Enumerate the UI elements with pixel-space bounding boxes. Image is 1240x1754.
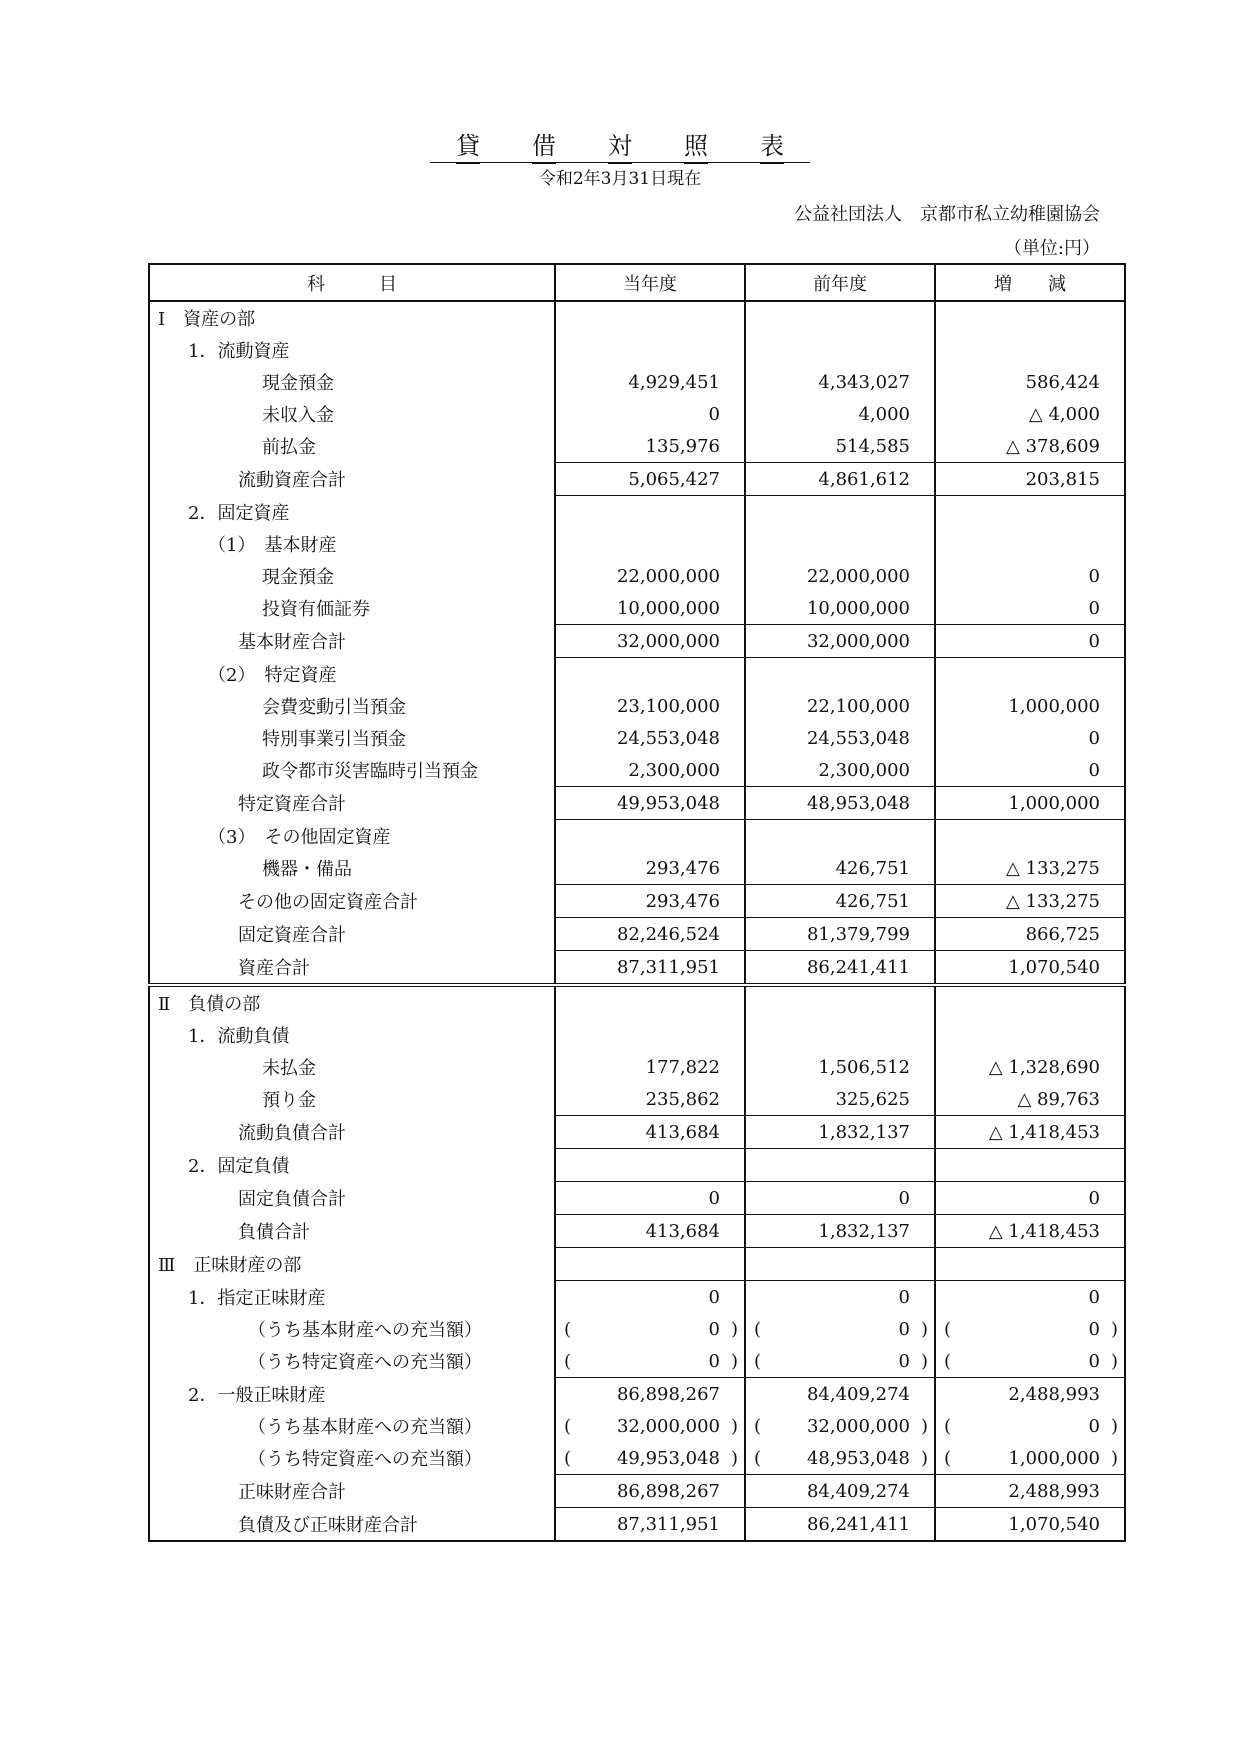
table-row [149, 398, 1125, 430]
value-diff [935, 528, 1125, 560]
value-cur [555, 1410, 745, 1442]
close-paren: ) [1110, 1448, 1118, 1469]
value-prev [745, 985, 935, 1019]
row-label: 資産合計 [149, 951, 555, 986]
value-diff: 0 [935, 592, 1125, 625]
open-paren: ( [564, 1416, 572, 1437]
value-diff [935, 1442, 1125, 1475]
value-prev: 24,553,048 [745, 722, 935, 754]
value-diff: 203,815 [935, 463, 1125, 496]
value-diff: 2,488,993 [935, 1378, 1125, 1411]
value-cur: 82,246,524 [555, 918, 745, 951]
value-diff: 0 [935, 1182, 1125, 1215]
value-text: 0 [1088, 1415, 1100, 1437]
value-diff [935, 1410, 1125, 1442]
header-item: 科 目 [149, 264, 555, 301]
value-diff [935, 820, 1125, 853]
close-paren: ) [920, 1448, 928, 1469]
row-label: 前払金 [149, 430, 555, 463]
value-cur [555, 528, 745, 560]
table-row [149, 496, 1125, 529]
value-text: 0 [708, 1350, 720, 1372]
value-cur: 0 [555, 1182, 745, 1215]
table-row [149, 463, 1125, 496]
table-row [149, 1378, 1125, 1411]
value-cur: 87,311,951 [555, 1508, 745, 1542]
value-text: 0 [1088, 1350, 1100, 1372]
value-prev: 84,409,274 [745, 1378, 935, 1411]
close-paren: ) [730, 1351, 738, 1372]
value-prev: 426,751 [745, 852, 935, 885]
value-cur [555, 1149, 745, 1182]
value-prev [745, 1345, 935, 1378]
value-cur: 5,065,427 [555, 463, 745, 496]
value-diff [935, 1248, 1125, 1281]
table-row [149, 690, 1125, 722]
row-label: 基本財産合計 [149, 625, 555, 658]
value-diff: 1,070,540 [935, 951, 1125, 986]
value-diff: △ 89,763 [935, 1083, 1125, 1116]
value-prev: 1,506,512 [745, 1051, 935, 1083]
value-text: 0 [898, 1350, 910, 1372]
value-diff: 0 [935, 625, 1125, 658]
value-prev [745, 1019, 935, 1051]
value-text: 32,000,000 [806, 1415, 910, 1437]
table-row [149, 1345, 1125, 1378]
row-label: 2．一般正味財産 [149, 1378, 555, 1411]
table-row [149, 430, 1125, 463]
value-prev [745, 658, 935, 691]
value-cur [555, 496, 745, 529]
value-cur: 86,898,267 [555, 1378, 745, 1411]
value-prev: 1,832,137 [745, 1116, 935, 1149]
value-diff [935, 985, 1125, 1019]
value-diff: 1,070,540 [935, 1508, 1125, 1542]
table-row [149, 918, 1125, 951]
value-prev: 2,300,000 [745, 754, 935, 787]
unit-label: （単位:円） [1003, 238, 1100, 259]
value-diff: 0 [935, 754, 1125, 787]
value-diff [935, 1313, 1125, 1345]
value-cur [555, 1248, 745, 1281]
table-row [149, 301, 1125, 334]
row-label: 現金預金 [149, 560, 555, 592]
value-prev: 325,625 [745, 1083, 935, 1116]
value-diff: △ 1,328,690 [935, 1051, 1125, 1083]
value-cur [555, 658, 745, 691]
row-label: 機器・備品 [149, 852, 555, 885]
table-row [149, 722, 1125, 754]
value-text: 1,000,000 [1008, 1447, 1100, 1469]
table-row [149, 1182, 1125, 1215]
value-prev: 4,000 [745, 398, 935, 430]
table-row [149, 560, 1125, 592]
close-paren: ) [920, 1416, 928, 1437]
close-paren: ) [1110, 1351, 1118, 1372]
table-row [149, 1313, 1125, 1345]
close-paren: ) [730, 1416, 738, 1437]
value-prev: 514,585 [745, 430, 935, 463]
value-prev [745, 1149, 935, 1182]
document-title [0, 126, 1240, 164]
value-cur: 10,000,000 [555, 592, 745, 625]
open-paren: ( [944, 1351, 952, 1372]
value-cur [555, 1019, 745, 1051]
value-diff [935, 301, 1125, 334]
value-prev: 1,832,137 [745, 1215, 935, 1248]
close-paren: ) [1110, 1416, 1118, 1437]
row-label: 会費変動引当預金 [149, 690, 555, 722]
open-paren: ( [564, 1319, 572, 1340]
value-text: 48,953,048 [806, 1447, 910, 1469]
open-paren: ( [754, 1448, 762, 1469]
table-row [149, 1475, 1125, 1508]
value-diff [935, 658, 1125, 691]
table-row [149, 366, 1125, 398]
value-diff [935, 1019, 1125, 1051]
value-cur [555, 985, 745, 1019]
organization-name: 公益社団法人 京都市私立幼稚園協会 [794, 204, 1100, 225]
value-diff [935, 1345, 1125, 1378]
table-row [149, 592, 1125, 625]
value-cur: 49,953,048 [555, 787, 745, 820]
close-paren: ) [920, 1351, 928, 1372]
value-prev: 0 [745, 1281, 935, 1314]
value-cur: 135,976 [555, 430, 745, 463]
value-diff: 1,000,000 [935, 787, 1125, 820]
value-cur [555, 820, 745, 853]
row-label: 2．固定資産 [149, 496, 555, 529]
row-label: 特別事業引当預金 [149, 722, 555, 754]
value-prev: 86,241,411 [745, 951, 935, 986]
row-label: その他の固定資産合計 [149, 885, 555, 918]
value-cur: 2,300,000 [555, 754, 745, 787]
value-diff: △ 133,275 [935, 852, 1125, 885]
close-paren: ) [730, 1319, 738, 1340]
value-diff: △ 1,418,453 [935, 1215, 1125, 1248]
table-row [149, 1410, 1125, 1442]
row-label: 正味財産合計 [149, 1475, 555, 1508]
value-cur: 0 [555, 398, 745, 430]
value-diff [935, 1149, 1125, 1182]
value-prev: 4,861,612 [745, 463, 935, 496]
value-prev [745, 334, 935, 366]
balance-sheet-table [148, 263, 1126, 1542]
open-paren: ( [944, 1319, 952, 1340]
value-prev: 32,000,000 [745, 625, 935, 658]
table-row [149, 1083, 1125, 1116]
value-cur [555, 334, 745, 366]
row-label: 現金預金 [149, 366, 555, 398]
value-cur: 87,311,951 [555, 951, 745, 986]
table-row [149, 1051, 1125, 1083]
row-label: 負債及び正味財産合計 [149, 1508, 555, 1542]
value-cur: 23,100,000 [555, 690, 745, 722]
value-prev [745, 301, 935, 334]
row-label: 1．流動資産 [149, 334, 555, 366]
value-cur: 86,898,267 [555, 1475, 745, 1508]
row-label: 流動資産合計 [149, 463, 555, 496]
value-prev: 4,343,027 [745, 366, 935, 398]
value-prev: 84,409,274 [745, 1475, 935, 1508]
row-label: Ⅲ 正味財産の部 [149, 1248, 555, 1281]
value-text: 0 [898, 1318, 910, 1340]
value-prev: 10,000,000 [745, 592, 935, 625]
close-paren: ) [920, 1319, 928, 1340]
value-diff [935, 334, 1125, 366]
row-label: 1．流動負債 [149, 1019, 555, 1051]
close-paren: ) [1110, 1319, 1118, 1340]
row-label: （3） その他固定資産 [149, 820, 555, 853]
value-cur: 4,929,451 [555, 366, 745, 398]
table-header-row [149, 264, 1125, 301]
open-paren: ( [944, 1416, 952, 1437]
value-diff: △ 378,609 [935, 430, 1125, 463]
row-label: （2） 特定資産 [149, 658, 555, 691]
value-prev [745, 820, 935, 853]
value-diff: 2,488,993 [935, 1475, 1125, 1508]
row-label: 預り金 [149, 1083, 555, 1116]
header-change: 増 減 [935, 264, 1125, 301]
open-paren: ( [944, 1448, 952, 1469]
open-paren: ( [754, 1416, 762, 1437]
value-cur [555, 301, 745, 334]
value-diff: 866,725 [935, 918, 1125, 951]
value-prev: 48,953,048 [745, 787, 935, 820]
value-text: 32,000,000 [616, 1415, 720, 1437]
row-label: 流動負債合計 [149, 1116, 555, 1149]
value-diff [935, 496, 1125, 529]
value-cur: 32,000,000 [555, 625, 745, 658]
title-char: 借 [532, 126, 556, 164]
header-previous: 前年度 [745, 264, 935, 301]
row-label: 2．固定負債 [149, 1149, 555, 1182]
close-paren: ) [730, 1448, 738, 1469]
row-label: 特定資産合計 [149, 787, 555, 820]
value-cur: 293,476 [555, 852, 745, 885]
value-text: 0 [708, 1318, 720, 1340]
table-row [149, 885, 1125, 918]
value-diff: △ 4,000 [935, 398, 1125, 430]
value-diff: △ 1,418,453 [935, 1116, 1125, 1149]
value-prev: 22,100,000 [745, 690, 935, 722]
row-label: Ⅰ 資産の部 [149, 301, 555, 334]
table-row [149, 1116, 1125, 1149]
table-body [149, 301, 1125, 1541]
title-char: 貸 [456, 126, 480, 164]
row-label: （うち基本財産への充当額） [149, 1410, 555, 1442]
row-label: （うち基本財産への充当額） [149, 1313, 555, 1345]
table-row [149, 852, 1125, 885]
value-prev: 81,379,799 [745, 918, 935, 951]
value-text: 0 [1088, 1318, 1100, 1340]
value-cur: 235,862 [555, 1083, 745, 1116]
table-row [149, 1248, 1125, 1281]
value-prev [745, 528, 935, 560]
table-row [149, 1281, 1125, 1314]
value-cur [555, 1345, 745, 1378]
value-cur: 24,553,048 [555, 722, 745, 754]
table-row [149, 951, 1125, 986]
open-paren: ( [754, 1319, 762, 1340]
table-row [149, 820, 1125, 853]
row-label: 負債合計 [149, 1215, 555, 1248]
value-prev [745, 1248, 935, 1281]
open-paren: ( [564, 1448, 572, 1469]
table-row [149, 1442, 1125, 1475]
value-diff: 0 [935, 722, 1125, 754]
value-prev: 426,751 [745, 885, 935, 918]
table-row [149, 658, 1125, 691]
table-row [149, 985, 1125, 1019]
value-cur: 177,822 [555, 1051, 745, 1083]
value-diff: 586,424 [935, 366, 1125, 398]
value-cur: 413,684 [555, 1215, 745, 1248]
title-char: 表 [760, 126, 784, 164]
value-diff: 0 [935, 1281, 1125, 1314]
value-prev [745, 1442, 935, 1475]
row-label: Ⅱ 負債の部 [149, 985, 555, 1019]
row-label: （うち特定資産への充当額） [149, 1442, 555, 1475]
row-label: 固定資産合計 [149, 918, 555, 951]
value-cur: 22,000,000 [555, 560, 745, 592]
header-current: 当年度 [555, 264, 745, 301]
row-label: 1．指定正味財産 [149, 1281, 555, 1314]
row-label: 未払金 [149, 1051, 555, 1083]
title-char: 対 [608, 126, 632, 164]
row-label: 政令都市災害臨時引当預金 [149, 754, 555, 787]
value-cur [555, 1442, 745, 1475]
open-paren: ( [564, 1351, 572, 1372]
value-prev: 86,241,411 [745, 1508, 935, 1542]
title-char: 照 [684, 126, 708, 164]
table-row [149, 1508, 1125, 1542]
value-cur [555, 1313, 745, 1345]
value-cur: 293,476 [555, 885, 745, 918]
value-prev [745, 1410, 935, 1442]
table-row [149, 1149, 1125, 1182]
as-of-date: 令和2年3月31日現在 [538, 169, 702, 189]
value-diff: 0 [935, 560, 1125, 592]
row-label: 投資有価証券 [149, 592, 555, 625]
open-paren: ( [754, 1351, 762, 1372]
value-diff: 1,000,000 [935, 690, 1125, 722]
value-cur: 0 [555, 1281, 745, 1314]
row-label: 未収入金 [149, 398, 555, 430]
table-row [149, 754, 1125, 787]
table-row [149, 528, 1125, 560]
value-text: 49,953,048 [616, 1447, 720, 1469]
row-label: （1） 基本財産 [149, 528, 555, 560]
row-label: 固定負債合計 [149, 1182, 555, 1215]
title-text [430, 132, 810, 163]
value-prev [745, 1313, 935, 1345]
value-prev [745, 496, 935, 529]
table-row [149, 1215, 1125, 1248]
table-row [149, 787, 1125, 820]
value-prev: 0 [745, 1182, 935, 1215]
value-diff: △ 133,275 [935, 885, 1125, 918]
value-cur: 413,684 [555, 1116, 745, 1149]
table-row [149, 1019, 1125, 1051]
value-prev: 22,000,000 [745, 560, 935, 592]
table-row [149, 625, 1125, 658]
row-label: （うち特定資産への充当額） [149, 1345, 555, 1378]
table-row [149, 334, 1125, 366]
